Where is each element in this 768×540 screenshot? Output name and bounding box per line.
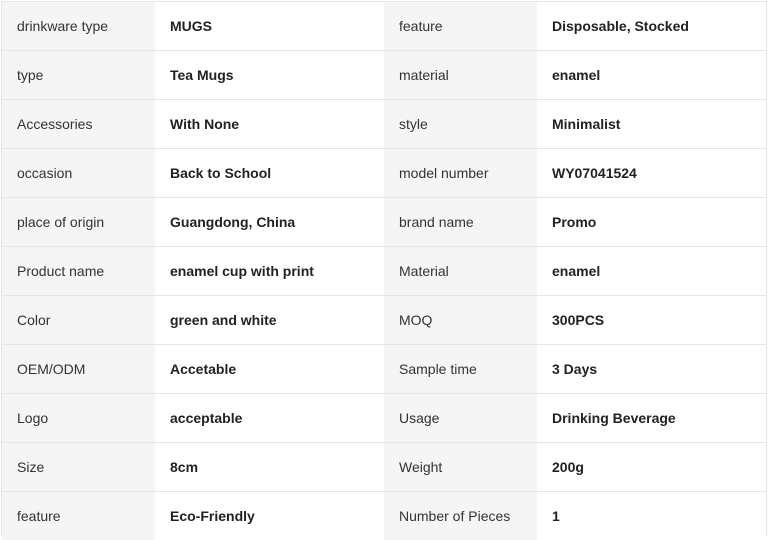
spec-value: WY07041524	[537, 149, 766, 198]
spec-value: enamel cup with print	[155, 247, 384, 296]
spec-label: brand name	[384, 198, 537, 247]
spec-label: Size	[2, 443, 155, 492]
spec-label: type	[2, 51, 155, 100]
spec-label: feature	[384, 2, 537, 51]
spec-label: model number	[384, 149, 537, 198]
table-row	[2, 394, 766, 443]
spec-value: 300PCS	[537, 296, 766, 345]
spec-label: feature	[2, 492, 155, 540]
table-row	[2, 2, 766, 51]
spec-value: Tea Mugs	[155, 51, 384, 100]
table-row	[2, 198, 766, 247]
spec-label: Sample time	[384, 345, 537, 394]
spec-label: OEM/ODM	[2, 345, 155, 394]
spec-label: material	[384, 51, 537, 100]
spec-value: enamel	[537, 51, 766, 100]
spec-value: Disposable, Stocked	[537, 2, 766, 51]
spec-value: Minimalist	[537, 100, 766, 149]
spec-label: Number of Pieces	[384, 492, 537, 540]
spec-label: drinkware type	[2, 2, 155, 51]
spec-label: Color	[2, 296, 155, 345]
spec-label: Material	[384, 247, 537, 296]
spec-label: occasion	[2, 149, 155, 198]
spec-label: Weight	[384, 443, 537, 492]
spec-value: enamel	[537, 247, 766, 296]
spec-label: place of origin	[2, 198, 155, 247]
spec-value: 1	[537, 492, 766, 540]
spec-value: With None	[155, 100, 384, 149]
spec-label: Usage	[384, 394, 537, 443]
spec-value: Promo	[537, 198, 766, 247]
spec-label: MOQ	[384, 296, 537, 345]
spec-value: 3 Days	[537, 345, 766, 394]
table-row	[2, 247, 766, 296]
spec-value: MUGS	[155, 2, 384, 51]
spec-label: Logo	[2, 394, 155, 443]
spec-value: Eco-Friendly	[155, 492, 384, 540]
spec-value: Accetable	[155, 345, 384, 394]
product-spec-table-container	[1, 1, 767, 536]
spec-value: Drinking Beverage	[537, 394, 766, 443]
spec-label: Product name	[2, 247, 155, 296]
table-row	[2, 100, 766, 149]
table-row	[2, 492, 766, 540]
spec-value: green and white	[155, 296, 384, 345]
spec-value: 8cm	[155, 443, 384, 492]
table-row	[2, 149, 766, 198]
spec-label: Accessories	[2, 100, 155, 149]
table-row	[2, 345, 766, 394]
spec-value: 200g	[537, 443, 766, 492]
table-row	[2, 443, 766, 492]
spec-value: acceptable	[155, 394, 384, 443]
table-row	[2, 296, 766, 345]
table-row	[2, 51, 766, 100]
spec-value: Back to School	[155, 149, 384, 198]
spec-value: Guangdong, China	[155, 198, 384, 247]
product-spec-table	[2, 2, 766, 540]
spec-label: style	[384, 100, 537, 149]
